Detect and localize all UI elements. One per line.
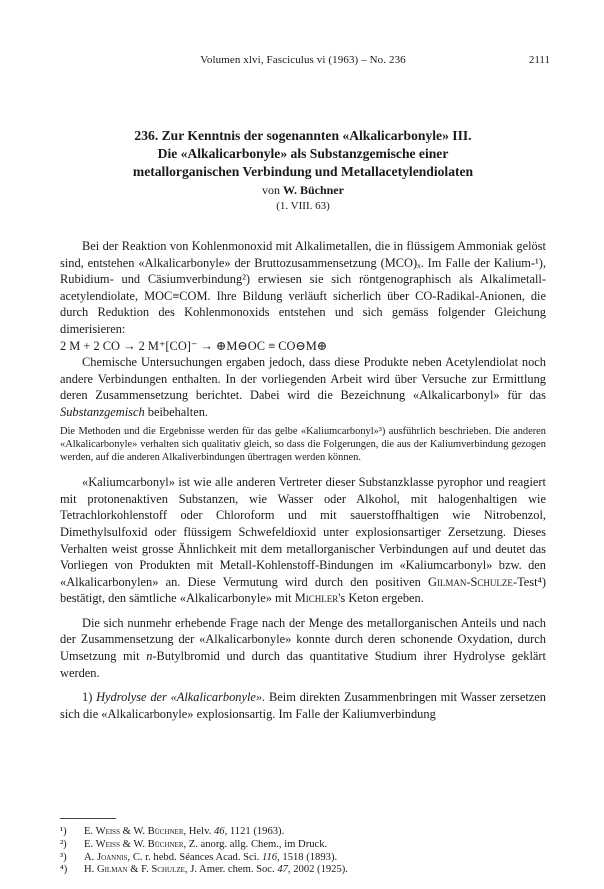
footnote-item bbox=[60, 839, 546, 852]
footnote-item bbox=[60, 852, 546, 865]
footnote-volume: 47 bbox=[277, 864, 288, 876]
footnote-author: E. Weiss & W. Büchner bbox=[84, 838, 184, 850]
paragraph-3-text: «Kaliumcarbonyl» ist wie alle anderen Vertreter dieser Substanzklasse pyrophor und reagiert mit protonenaktiven Substanzen, wie Wasser oder Alkohol, mit halogenhaltigen wie Tetrachlorkohlenstoff oder Chloroform und mit sauerstoffhaltigen wie Nitrobenzol, Dimethylsulfoxid oder flüssigem Schwefeldioxid unter explosionsartiger Zersetzung. Dieses Verhalten weist grosse Ähnlichkeit mit dem metallorganischer Verbindungen auf und deutet das Vorliegen von Produkten mit Metall-Kohlenstoff-Bindungen im «Kaliumcarbonyl» bzw. den «Alkalicarbonylen» an. Diese Vermutung wird durch den positiven bbox=[60, 475, 546, 589]
footnote-author: H. Gilman & F. Schulze bbox=[84, 864, 185, 876]
paragraph-3-mid: -Test⁴) bestätigt, den sämtliche «Alkalicarbonyle» mit bbox=[60, 574, 546, 606]
footnote-ref: , C. r. hebd. Séances Acad. Sci. bbox=[127, 851, 260, 863]
page-number: 2111 bbox=[528, 54, 550, 66]
section-number: 1) bbox=[82, 690, 93, 705]
paragraph-2-emphasis: Substanzgemisch bbox=[60, 404, 145, 419]
article-body bbox=[60, 238, 546, 722]
paragraph-4 bbox=[60, 615, 546, 681]
author-line bbox=[60, 182, 546, 198]
paragraph-3-end: 's Keton ergeben. bbox=[338, 591, 424, 606]
footnote-volume: 116 bbox=[261, 851, 278, 863]
n-butyl-italic: n bbox=[146, 649, 153, 664]
running-title: Volumen xlvi, Fasciculus vi (1963) – No. 236 bbox=[200, 54, 406, 66]
article-title-line-1: 236. Zur Kenntnis der sogenannten «Alkalicarbonyle» III. bbox=[134, 128, 472, 143]
michler-name: Michler bbox=[294, 591, 339, 606]
article-title-line-2: Die «Alkalicarbonyle» als Substanzgemische einer bbox=[157, 146, 449, 161]
paragraph-2-text: Chemische Untersuchungen ergaben jedoch, dass diese Produkte neben Acetylendiolat noch andere Verbindungen enthalten. In der vorliegenden Arbeit wird über Versuche zur Ermittlung deren Zusammensetzung berichtet. Dabei wird die Bezeichnung «Alkalicarbonyl» für das bbox=[60, 355, 546, 403]
article-title-line-3: metallorganischen Verbindung und Metallacetylendiolaten bbox=[132, 164, 474, 179]
footnote-rest: , 1518 (1893). bbox=[277, 851, 338, 863]
footnote-rest: , 2002 (1925). bbox=[287, 864, 348, 876]
paragraph-3 bbox=[60, 474, 546, 607]
paragraph-4-end: -Butylbromid und durch das quantitative Studium ihrer Hydrolyse geklärt werden. bbox=[60, 649, 546, 680]
paragraph-2 bbox=[60, 354, 546, 420]
paragraph-5-text: Beim direkten Zusammenbringen mit Wasser zersetzen sich die «Alkalicarbonyle» explosionsartig. Im Falle der Kaliumverbindung bbox=[60, 690, 546, 721]
paragraph-4-text: Die sich nunmehr erhebende Frage nach der Menge des metallorganischen Anteils und nach der Zusammensetzung der «Alkalicarbonyle» konnte durch deren schonende Oxydation, durch Umsetzung mit bbox=[60, 615, 546, 664]
footnotes bbox=[60, 826, 546, 877]
received-date: (1. VIII. 63) bbox=[276, 200, 330, 212]
footnote-mark: ³) bbox=[60, 851, 67, 863]
footnote-mark: ¹) bbox=[60, 826, 67, 837]
reaction-equation: 2 M + 2 CO → 2 M⁺[CO]⁻ → ⊕M⊖OC ≡ CO⊖M⊕ bbox=[60, 338, 328, 353]
article-heading bbox=[60, 127, 546, 214]
running-header bbox=[60, 54, 550, 70]
footnote-author: E. Weiss & W. Büchner bbox=[84, 826, 184, 837]
footnote-item bbox=[60, 864, 546, 877]
paragraph-1: Bei der Reaktion von Kohlenmonoxid mit Alkalimetallen, die in flüssigem Ammoniak gelöst sind, entstehen «Alkalicarbonyle» der Bruttozusammensetzung (MCO)ₓ. Im Falle der Kalium-¹), Rubidium- und Cäsiumverbindung²) erwiesen sie sich röntgenographisch als Alkalimetall-acetylendiolate, MOC≡COM. Ihre Bildung verläuft sicherlich über CO-Radikal-Anionen, die durch Reduktion des Kohlenmonoxids entstehen und sich gemäss folgender Gleichung dimerisieren: bbox=[60, 239, 546, 336]
footnote-rest: , 1121 (1963). bbox=[224, 826, 285, 837]
author-name: W. Büchner bbox=[283, 183, 344, 197]
method-note: Die Methoden und die Ergebnisse werden für das gelbe «Kaliumcarbonyl»³) ausführlich beschrieben. Die anderen «Alkalicarbonyle» verhalten sich qualitativ gleich, so dass die Folgerungen, die aus der Kaliumverbindung gezogen werden, auf die anderen Alkaliverbindungen übertragen werden können. bbox=[60, 425, 546, 463]
footnote-ref: , Helv. bbox=[183, 826, 212, 837]
footnote-divider bbox=[60, 818, 116, 819]
gilman-schulze-name: Gilman-Schulze bbox=[427, 574, 513, 589]
section-heading: Hydrolyse der «Alkalicarbonyle». bbox=[96, 690, 266, 705]
footnote-ref: , J. Amer. chem. Soc. bbox=[184, 864, 275, 876]
paragraph-5 bbox=[60, 689, 546, 722]
footnote-item bbox=[60, 826, 546, 839]
footnote-mark: ⁴) bbox=[60, 864, 68, 876]
footnote-mark: ²) bbox=[60, 838, 67, 850]
footnote-ref: , Z. anorg. allg. Chem., im Druck. bbox=[183, 838, 328, 850]
paragraph-2-end: beibehalten. bbox=[147, 404, 208, 419]
author-prefix: von bbox=[262, 183, 281, 197]
footnote-volume: 46 bbox=[214, 826, 225, 837]
footnote-author: A. Joannis bbox=[84, 851, 128, 863]
